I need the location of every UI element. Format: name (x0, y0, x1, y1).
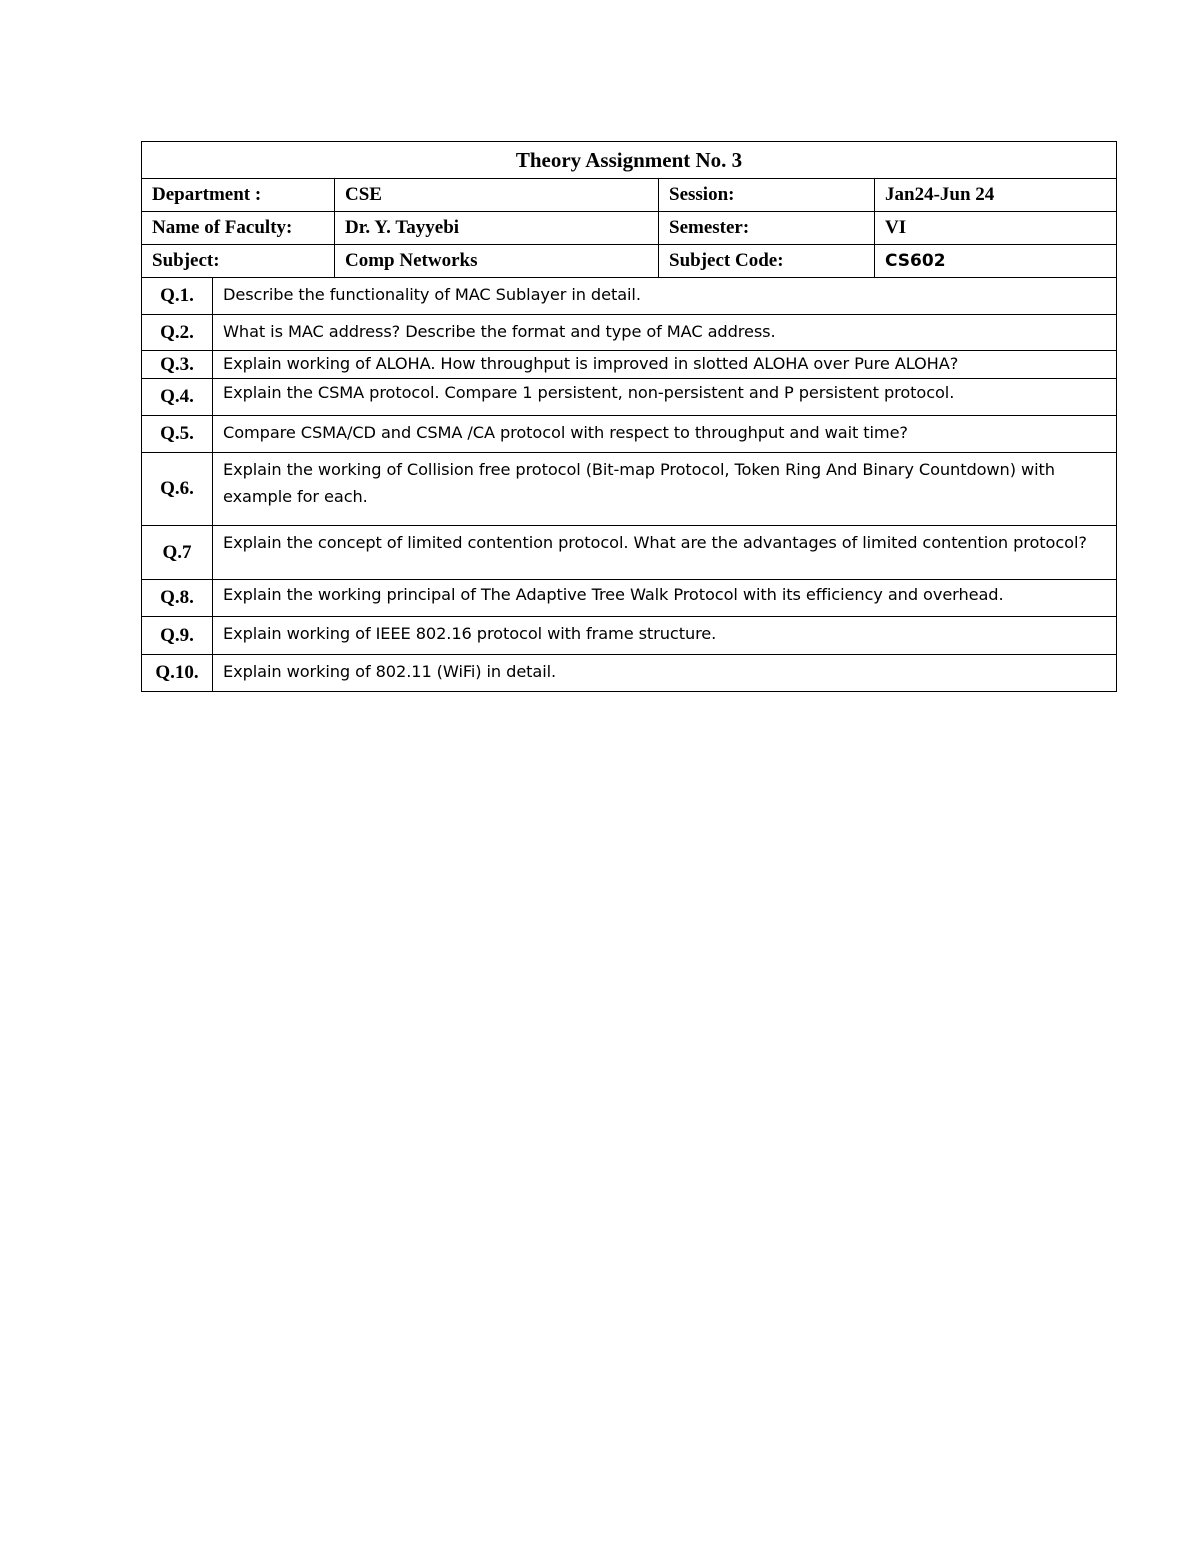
assignment-table (141, 141, 1117, 692)
question-row (142, 416, 1117, 453)
question-text: Explain the working of Collision free protocol (Bit-map Protocol, Token Ring And Binary Countdown) with example for each. (213, 453, 1117, 526)
question-text: Explain working of IEEE 802.16 protocol with frame structure. (213, 617, 1117, 655)
session-label: Session: (659, 179, 875, 212)
assignment-title: Theory Assignment No. 3 (142, 142, 1117, 179)
meta-row-department (142, 179, 1117, 212)
question-row (142, 580, 1117, 617)
question-number: Q.7 (142, 526, 213, 580)
subject-code-value: CS602 (875, 245, 1117, 278)
subject-value: Comp Networks (335, 245, 659, 278)
question-row (142, 351, 1117, 379)
question-text: What is MAC address? Describe the format and type of MAC address. (213, 315, 1117, 351)
question-text: Describe the functionality of MAC Sublayer in detail. (213, 278, 1117, 315)
question-number: Q.1. (142, 278, 213, 315)
question-row (142, 278, 1117, 315)
question-number: Q.10. (142, 655, 213, 692)
department-value: CSE (335, 179, 659, 212)
question-number: Q.8. (142, 580, 213, 617)
meta-row-faculty (142, 212, 1117, 245)
faculty-label: Name of Faculty: (142, 212, 335, 245)
subject-code-label: Subject Code: (659, 245, 875, 278)
faculty-value: Dr. Y. Tayyebi (335, 212, 659, 245)
subject-label: Subject: (142, 245, 335, 278)
question-text: Compare CSMA/CD and CSMA /CA protocol with respect to throughput and wait time? (213, 416, 1117, 453)
question-text: Explain working of ALOHA. How throughput is improved in slotted ALOHA over Pure ALOHA? (213, 351, 1117, 379)
department-label: Department : (142, 179, 335, 212)
question-row (142, 315, 1117, 351)
question-number: Q.6. (142, 453, 213, 526)
question-number: Q.3. (142, 351, 213, 379)
title-row (142, 142, 1117, 179)
question-row (142, 379, 1117, 416)
question-row (142, 655, 1117, 692)
question-number: Q.2. (142, 315, 213, 351)
question-row (142, 453, 1117, 526)
semester-label: Semester: (659, 212, 875, 245)
question-row (142, 526, 1117, 580)
meta-row-subject (142, 245, 1117, 278)
question-text: Explain working of 802.11 (WiFi) in detail. (213, 655, 1117, 692)
semester-value: VI (875, 212, 1117, 245)
question-number: Q.4. (142, 379, 213, 416)
question-text: Explain the working principal of The Adaptive Tree Walk Protocol with its efficiency and overhead. (213, 580, 1117, 617)
question-number: Q.5. (142, 416, 213, 453)
question-text: Explain the CSMA protocol. Compare 1 persistent, non-persistent and P persistent protocol. (213, 379, 1117, 416)
session-value: Jan24-Jun 24 (875, 179, 1117, 212)
question-row (142, 617, 1117, 655)
question-number: Q.9. (142, 617, 213, 655)
question-text: Explain the concept of limited contention protocol. What are the advantages of limited contention protocol? (213, 526, 1117, 580)
